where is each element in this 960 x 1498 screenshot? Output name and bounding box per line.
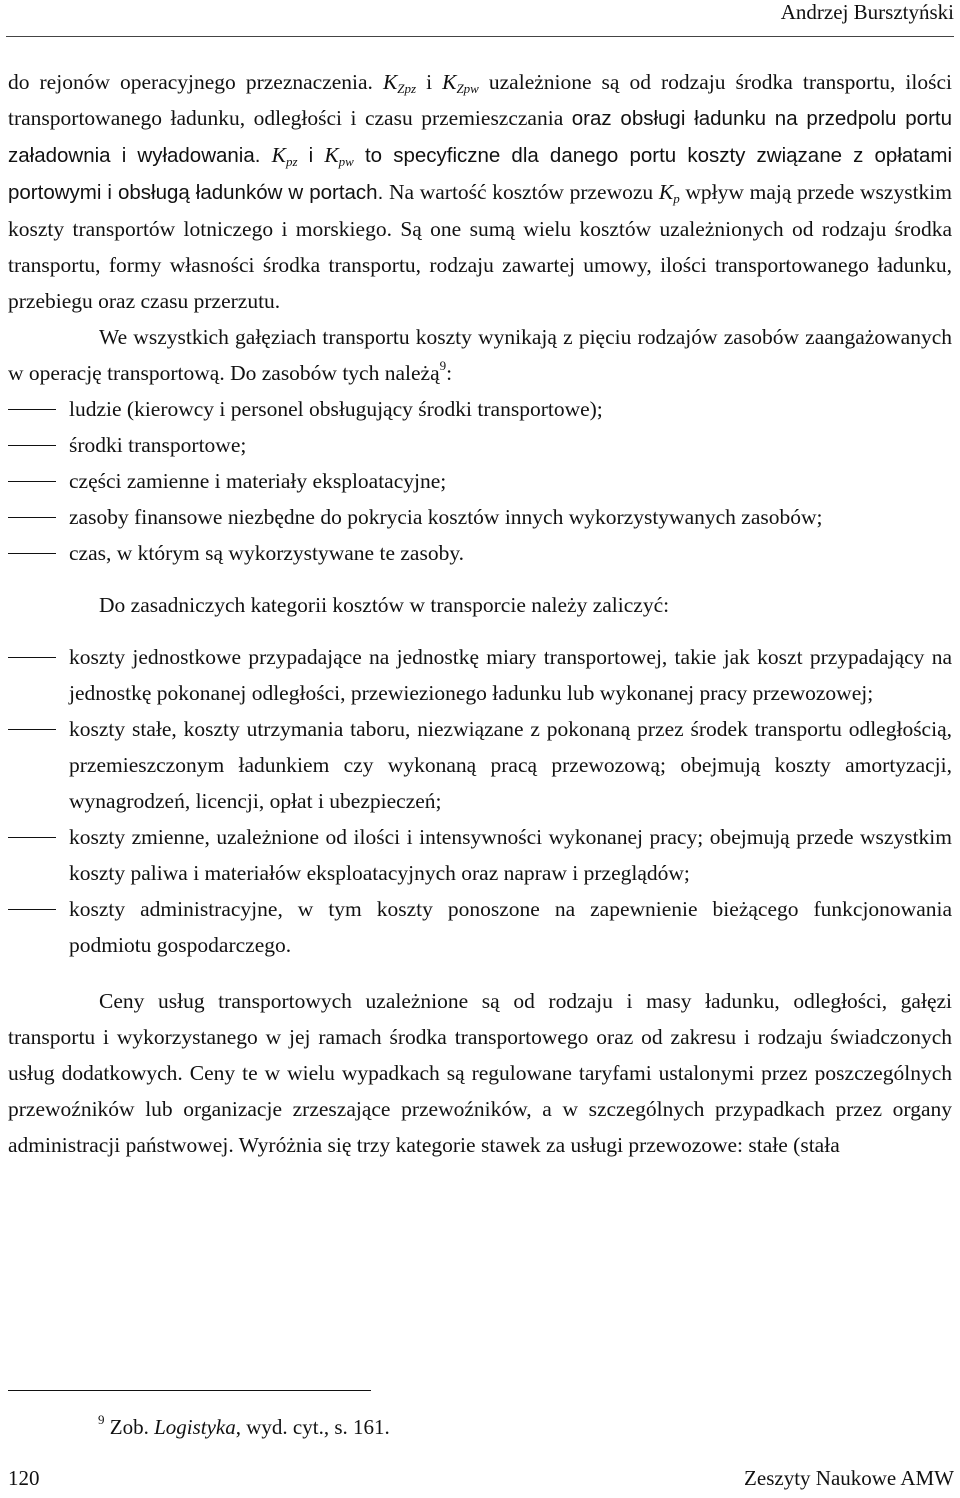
paragraph-1-text: uzależnione są od rodzaju środka transportu, ilości transportowanego ładunku, odległości i czasu przemieszczania [8, 70, 952, 130]
paragraph-1-text: oraz obsługi ładunku na przedpolu portu załadownia i wyładowania. [8, 107, 952, 167]
symbol-k: K [442, 70, 457, 94]
paragraph-1-text: do rejonów operacyjnego przeznaczenia. [8, 70, 383, 94]
list-item: koszty jednostkowe przypadające na jednostkę miary transportowej, takie jak koszt przypadający na jednostkę pokonanej odległości, przewiezionego ładunku lub wykonanej pracy przewozowej; [8, 639, 952, 711]
symbol-k: K [382, 70, 398, 94]
spacer [8, 623, 952, 639]
paragraph-2-text: We wszystkich gałęziach transportu koszty wynikają z pięciu rodzajów zasobów zaangażowanych w operację transportową. [8, 325, 952, 385]
list-item: środki transportowe; [8, 427, 952, 463]
cost-categories-list [8, 639, 952, 963]
paragraph-1-text: wpływ mają przede wszystkim koszty transportów lotniczego i morskiego. [8, 180, 953, 241]
footnote-reference[interactable]: 9 [439, 358, 447, 373]
list-item: koszty stałe, koszty utrzymania taboru, niezwiązane z pokonaną przez środek transportu odległością, przemieszczonym ładunkiem czy wykonaną pracą przewozową; obejmują koszty amortyzacji, wynagrodzeń, licencji, opłat i ubezpieczeń; [8, 711, 952, 819]
footnote-text: Zob. [104, 1415, 155, 1439]
paragraph-1 [8, 64, 952, 319]
symbol-subscript: Zpz [397, 81, 417, 96]
symbol-subscript: p [673, 191, 680, 206]
paragraph-1-text: i [416, 70, 443, 94]
paragraph-4: Ceny usług transportowych uzależnione są od rodzaju i masy ładunku, odległości, gałęzi transportu i wykorzystanego w jej ramach środka transportowego oraz od zakresu i rodzaju świadczonych usług dodatkowych. Ceny te w wielu wypadkach są regulowane taryfami ustalonymi przez poszczególnych przewoźników lub organizacje zrzeszające przewoźników, a w szczególnych przypadkach przez organy administracji państwowej. Wyróżnia się trzy kategorie stawek za usługi przewozowe: stałe (stała [8, 989, 952, 1157]
footnote-rule [8, 1390, 371, 1391]
page-body [8, 64, 952, 1163]
resources-list [8, 391, 952, 571]
list-item: koszty zmienne, uzależnione od ilości i intensywności wykonanej pracy; obejmują przede wszystkim koszty paliwa i materiałów eksploatacyjnych oraz napraw i przeglądów; [8, 819, 952, 891]
paragraph-2-text: : [446, 361, 453, 385]
list-item: czas, w którym są wykorzystywane te zasoby. [8, 535, 952, 571]
footnote [98, 1412, 390, 1440]
symbol-subscript: pw [338, 154, 354, 169]
symbol-k: K [658, 180, 674, 204]
spacer [8, 963, 952, 983]
page-number: 120 [8, 1466, 40, 1490]
footnote-text: , wyd. cyt., s. 161. [235, 1415, 390, 1439]
paragraph-1-text: i [297, 144, 325, 167]
list-item: części zamienne i materiały eksploatacyjne; [8, 463, 952, 499]
paragraph-1-text: to specyficzne dla danego portu koszty związane z opłatami portowymi i obsługą ładunków w portach. [8, 144, 953, 204]
paragraph-2 [8, 319, 952, 391]
header-rule [6, 36, 954, 37]
symbol-k: K [271, 143, 286, 167]
list-item: ludzie (kierowcy i personel obsługujący środki transportowe); [8, 391, 952, 427]
symbol-subscript: pz [285, 154, 298, 169]
footnote-title: Logistyka [154, 1415, 236, 1439]
list-item: zasoby finansowe niezbędne do pokrycia kosztów innych wykorzystywanych zasobów; [8, 499, 952, 535]
paragraph-1-text: Są one sumą wielu kosztów uzależnionych od rodzaju środka transportu, formy własności środka transportu, rodzaju zawartej umowy, ilości transportowanego ładunku, przebiegu oraz czasu przerzutu. [8, 217, 952, 313]
symbol-subscript: Zpw [456, 81, 479, 96]
paragraph-2-text: Do zasobów tych należą [224, 361, 440, 385]
symbol-k: K [324, 143, 339, 167]
spacer [8, 571, 952, 587]
paragraph-3: Do zasadniczych kategorii kosztów w transporcie należy zaliczyć: [99, 593, 670, 617]
list-item: koszty administracyjne, w tym koszty ponoszone na zapewnienie bieżącego funkcjonowania podmiotu gospodarczego. [8, 891, 952, 963]
running-header-author: Andrzej Bursztyński [780, 0, 954, 24]
running-footer-journal: Zeszyty Naukowe AMW [744, 1466, 954, 1490]
footnote-number: 9 [98, 1412, 105, 1427]
paragraph-1-text: Na wartość kosztów przewozu [383, 180, 659, 204]
